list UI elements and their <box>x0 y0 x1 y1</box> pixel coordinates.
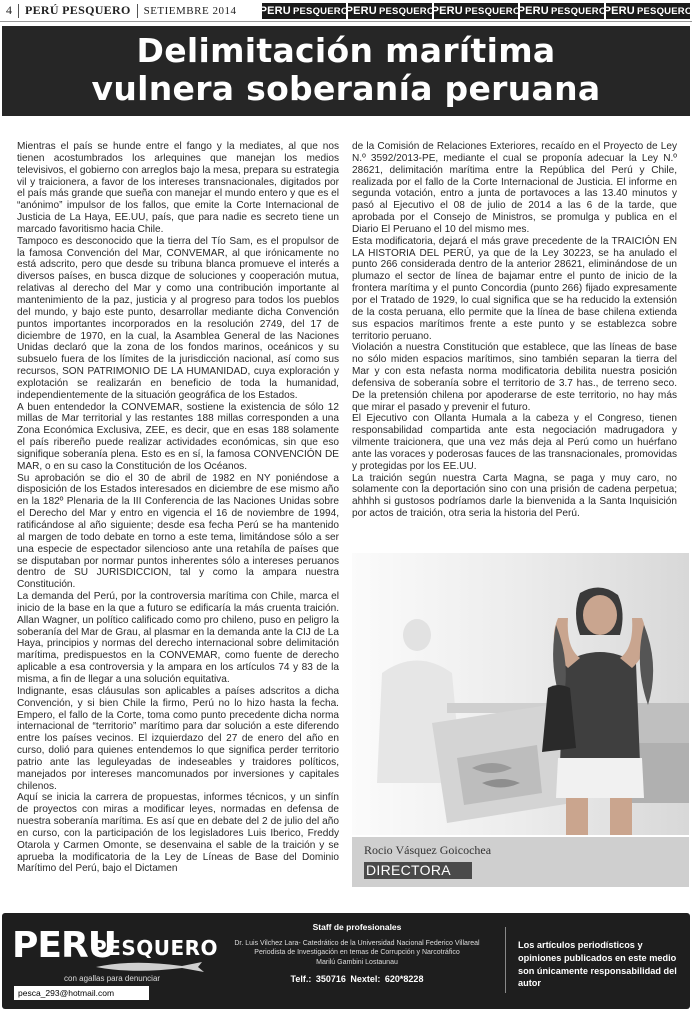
director-photo <box>352 553 689 835</box>
headline <box>2 32 690 108</box>
paragraph: A buen entendedor la CONVEMAR, sostiene la existencia de sólo 12 millas de Mar territorial y las restantes 188 millas corresponden a una Zona Económica Exclusiva, ZEE, es decir, que en esas 188 solamente el país ribereño puede realizar actividades económicas, sin que eso signifique soberanía plena. Esto es en sí, la famosa CONVENCIÓN DE MAR, o en su caso la Constitución de los Océanos. <box>17 401 339 472</box>
header-logo: PERU PESQUERO <box>259 5 349 17</box>
fish-icon <box>92 961 217 973</box>
header-divider <box>137 4 138 18</box>
page-number: 4 <box>6 3 12 17</box>
director-name: Rocio Vásquez Goicochea <box>364 843 492 857</box>
headline-line2: vulnera soberanía peruana <box>91 69 601 108</box>
publication-name: PERÚ PESQUERO <box>25 3 131 17</box>
header-logo: PERU PESQUERO <box>345 5 435 17</box>
paragraph: La traición según nuestra Carta Magna, se paga y muy caro, no solamente con la deportación sino con una prisión de cadena perpetua; ahhhh si gustosos podríamos darle la bienvenida a la Santa Inquisición por actos de traición, otra seria la historia del Perú. <box>352 472 677 520</box>
paragraph: El Ejecutivo con Ollanta Humala a la cabeza y el Congreso, tienen responsabilidad compartida ante esta negociación madrugadora y vilmente traicionera, que una vez más deja al Perú como un huérfano ante las voraces y poderosas fauces de las transnacionales, promovidas y protegidas por los EE.UU. <box>352 413 677 472</box>
issue-date: SETIEMBRE 2014 <box>143 4 237 17</box>
headline-box <box>2 26 690 116</box>
paragraph: Tampoco es desconocido que la tierra del Tío Sam, es el propulsor de la famosa Convención del Mar, CONVEMAR, al que irónicamente no está adscrito, pero que desde su tribuna blanca promueve el interés a diversos países, en busca dizque de soluciones y cooperación mutua, relativas al derecho del Mar y como una contribución importante al mantenimiento de la paz, justicia y al progreso para todos los pueblos del mundo, y bajo este punto, desarrollar mediante dicha Convención puntos importantes incorporados en la resolución 2749, del 17 de diciembre de 1970, en la cual, la Asamblea General de las Naciones Unidas declaró que la zona de los fondos marinos, oceánicos y su subsuelo fuera de los límites de la jurisdicción nacional, así como sus recursos, SON PATRIMONIO DE LA HUMANIDAD, cuya exploración y explotación se realizarán en beneficio de toda la humanidad, independientemente de la situación geográfica de los Estados. <box>17 235 339 401</box>
photo-caption <box>352 837 689 887</box>
footer <box>2 913 690 1009</box>
staff-title: Staff de profesionales <box>312 922 402 932</box>
headline-line1: Delimitación marítima <box>136 31 556 70</box>
paragraph: Mientras el país se hunde entre el fango y la mediates, al que nos tienen acostumbrados los arlequines que manejan los medios televisivos, el gobierno con arreglos bajo la mesa, prepara su estrategia vil y traicionera, a favor de los intereses transnacionales, digitados por el país más grande que sueña con manejar el mundo entero y que es el “anónimo” impulsor de los fallos, que emite la Corte Internacional de Justicia de La Haya, EE.UU, país, que para nadie es secreto tiene un marcado favoritismo hacia Chile. <box>17 141 339 235</box>
footer-email[interactable]: pesca_293@hotmail.com <box>14 986 149 1000</box>
paragraph: de la Comisión de Relaciones Exteriores, recaído en el Proyecto de Ley N.º 3592/2013-PE, mediante el cual se proponía adecuar la Ley N.º 28621, delimitación marítima entre la República del Perú y Chile, realizada por el fallo de la Corte Internacional de Justicia. El informe en segunda votación, entro a junta de portavoces a las 13.40 minutos y pasó al Ejecutivo el 08 de julio de 2014 a las 6 de la tarde, que aprobada por el Consejo de Ministros, se promulga y publica en el Diario El Peruano el 10 del mismo mes. <box>352 141 677 235</box>
staff-line: Marilú Gambini Lostaunau <box>316 958 398 966</box>
article-column-right <box>352 141 677 520</box>
footer-divider <box>505 927 506 993</box>
brand-peru: PERU <box>12 925 116 966</box>
header-logo-strip <box>259 3 692 19</box>
staff-phones: Telf.: 350716 Nextel: 620*8228 <box>290 974 424 984</box>
photo-illustration <box>352 553 689 835</box>
footer-slogan: con agallas para denunciar <box>64 974 161 983</box>
header-logo: PERU PESQUERO <box>431 5 521 17</box>
paragraph: Su aprobación se dio el 30 de abril de 1982 en NY poniéndose a disposición de los Estados interesados en diciembre de ese mismo año en la 182º Plenaria de la III Conferencia de las Naciones Unidas sobre el Derecho del Mar y entro en vigencia el 16 de noviembre de 1994, ratificándose al año siguiente; desde esa fecha Perú se ha mantenido al margen de todo debate en torno a este tema, limitándose sólo a ser una especie de espectador silencioso ante una retahíla de países que se disputaban por normar puntos inherentes sólo a intereses peruanos dentro de SU JURISDICCION, tal y como la ampara nuestra Constitución. <box>17 472 339 591</box>
header-logo: PERU PESQUERO <box>603 5 692 17</box>
paragraph: Aquí se inicia la carrera de propuestas, informes técnicos, y un sinfín de proyectos con miras a modificar leyes, normadas en defensa de nuestra soberanía marítima. Es así que en debate del 2 de julio del año en curso, con la participación de los legisladores Luis Iberico, Freddy Otarola y Carmen Omonte, se desenvaina el sable de la traición y se aprueba la modificatoria de la Ley de Líneas de Base del Dominio Marítimo del Perú, bajo el Dictamen <box>17 792 339 875</box>
footer-brand-logo <box>12 925 219 980</box>
paragraph: Indignante, esas cláusulas son aplicables a países adscritos a dicha Convención, y si bien Chile la firmo, Perú no lo hizo hasta la fecha. Empero, el fallo de la Corte, toma como punto precedente dicha norma internacional de “territorio” marítimo para dar solución a este diferendo entre los países vecinos. El izquierdazo del 27 de enero del año en curso, dolió para quienes entendemos lo que significa perder territorio patrio ante las leguleyadas de indeseables y traidores políticos, manejados por intereses mancomunados por inversiones y capitales chilenos. <box>17 685 339 792</box>
brand-pesquero: PESQUERO <box>92 936 219 960</box>
footer-disclaimer: Los artículos periodísticos y opiniones publicados en este medio son únicamente responsabilidad del autor <box>518 940 677 989</box>
header-logo: PERU PESQUERO <box>517 5 607 17</box>
staff-line: Periodista de Investigación en temas de Corrupción y Narcotráfico <box>254 949 460 956</box>
header-divider <box>18 4 19 18</box>
article-column-left <box>17 141 339 875</box>
staff-block <box>207 923 507 985</box>
paragraph: Esta modificatoria, dejará el más grave precedente de la TRAICIÓN EN LA HISTORIA DEL PERÚ, ya que de la Ley 30223, se ha anulado el punto 266 considerada dentro de la anterior 28621, eliminándose de un plumazo el sector de línea de bajamar entre el punto de inicio de la frontera marítima y el punto Concordia (punto 266) fijado expresamente por el Tratado de 1929, lo cual significa que se ha reducido la extensión de la costa peruana, ello permite que la línea de base chilena extienda sus espacios marítimos frente a este punto y se establezca sobre territorio peruano. <box>352 235 677 342</box>
director-role: DIRECTORA <box>364 862 472 879</box>
page-header <box>0 0 692 22</box>
paragraph: Violación a nuestra Constitución que establece, que las líneas de base no sólo miden espacios marítimos, sino también separan la tierra del Mar y con esta nefasta norma modificatoria debilita nuestra posición defensiva de soberanía sobre el territorio de 3.7 has., de terreno seco. De la pretensión chilena por apoderarse de este territorio, no hay más que mirar el pasado y prevenir el futuro. <box>352 342 677 413</box>
staff-line: Dr. Luis Vilchez Lara- Catedrático de la Universidad Nacional Federico Villareal <box>234 939 480 947</box>
paragraph: La demanda del Perú, por la controversia marítima con Chile, marca el inicio de la base en la que a futuro se edificaría la más cruenta traición. Allan Wagner, un político calificado como pro chileno, puso en peligro la soberanía del Mar de Grau, al plasmar en la demanda ante la CIJ de La Haya, principios y normas del derecho internacional sobre delimitación marítima, predispuestos en la CONVEMAR, como fuente de derecho aplicable a esa controversia y la ampara en los artículos 74 y 83 de la misma, a fin de llegar a una solución equitativa. <box>17 591 339 685</box>
